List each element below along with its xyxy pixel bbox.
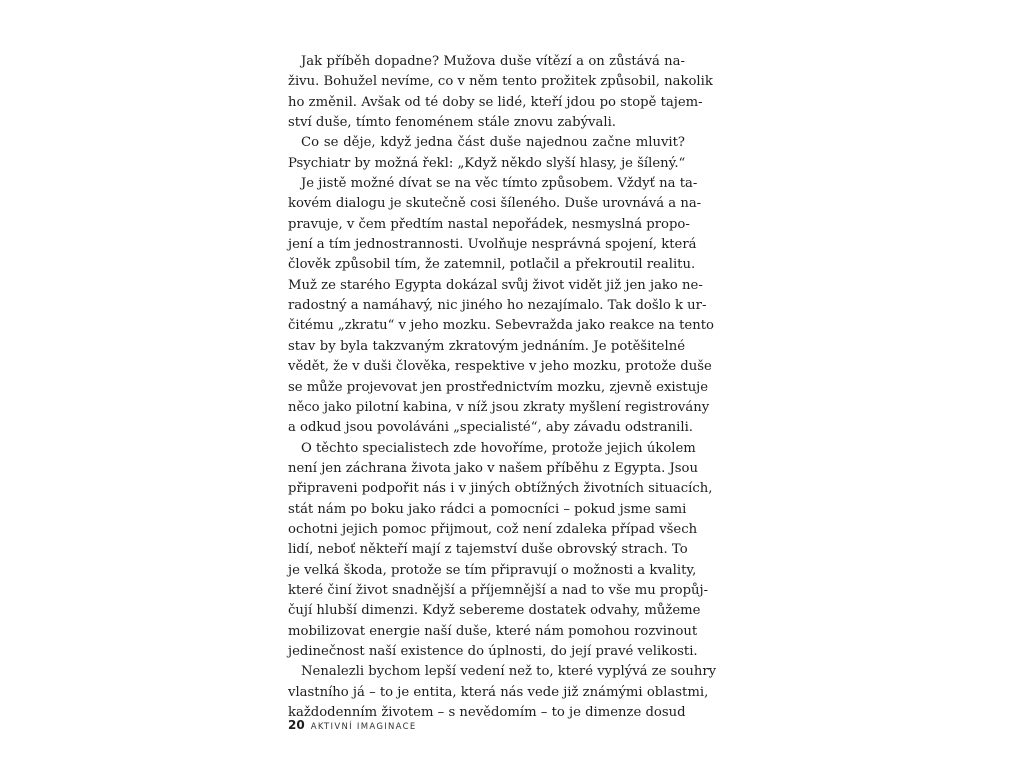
paragraph-line: je velká škoda, protože se tím připravují o možnosti a kvality, [288, 562, 697, 578]
page-number: 20 [288, 718, 305, 732]
paragraph-line: a odkud jsou povoláváni „specialisté“, aby závadu odstranili. [288, 420, 693, 436]
paragraph-line: čují hlubší dimenzi. Když sebereme dostatek odvahy, můžeme [288, 603, 701, 619]
paragraph-line: lidí, neboť někteří mají z tajemství duše obrovský strach. To [288, 542, 688, 558]
paragraph-line: člověk způsobil tím, že zatemnil, potlačil a překroutil realitu. [288, 257, 696, 273]
body-text [288, 52, 717, 723]
paragraph-line: pravuje, v čem předtím nastal nepořádek, nesmyslná propo- [288, 216, 690, 232]
paragraph-line: Psychiatr by možná řekl: „Když někdo slyší hlasy, je šílený.“ [288, 155, 686, 171]
paragraph-line: radostný a namáhavý, nic jiného ho nezajímalo. Tak došlo k ur- [288, 298, 707, 314]
paragraph-line: Je jistě možné dívat se na věc tímto způsobem. Vždyť na ta- [301, 176, 698, 192]
paragraph-line: jedinečnost naší existence do úplnosti, do její pravé velikosti. [288, 643, 698, 659]
paragraph-line: stát nám po boku jako rádci a pomocníci – pokud jsme sami [288, 501, 687, 517]
paragraph-line: O těchto specialistech zde hovoříme, protože jejich úkolem [301, 440, 696, 456]
paragraph-line: Muž ze starého Egypta dokázal svůj život vidět již jen jako ne- [288, 277, 703, 293]
paragraph-line: jení a tím jednostrannosti. Uvolňuje nesprávná spojení, která [288, 237, 697, 253]
paragraph-line: každodenním životem – s nevědomím – to je dimenze dosud [288, 705, 686, 720]
paragraph-line: Nenalezli bychom lepší vedení než to, které vyplývá ze souhry [301, 664, 717, 680]
paragraph-line: živu. Bohužel nevíme, co v něm tento prožitek způsobil, nakolik [288, 74, 713, 90]
paragraph-line: které činí život snadnější a příjemnější a nad to vše mu propůj- [288, 582, 709, 598]
paragraph-line: Co se děje, když jedna část duše najednou začne mluvit? [301, 135, 685, 151]
paragraph-line: něco jako pilotní kabina, v níž jsou zkraty myšlení registrovány [288, 399, 710, 415]
paragraph-line: vlastního já – to je entita, která nás vede již známými oblastmi, [288, 684, 709, 700]
paragraph-line: ho změnil. Avšak od té doby se lidé, kteří jdou po stopě tajem- [288, 94, 703, 110]
paragraph-line: ství duše, tímto fenoménem stále znovu zabývali. [288, 115, 616, 131]
paragraph-line: vědět, že v duši člověka, respektive v jeho mozku, protože duše [288, 359, 712, 375]
paragraph-line: Jak příběh dopadne? Mužova duše vítězí a on zůstává na- [301, 54, 685, 69]
running-title: AKTIVNÍ IMAGINACE [310, 722, 417, 732]
paragraph-line: není jen záchrana života jako v našem příběhu z Egypta. Jsou [288, 460, 698, 476]
paragraph-line: ochotni jejich pomoc přijmout, což není zdaleka případ všech [288, 521, 698, 537]
paragraph-line: mobilizovat energie naší duše, které nám pomohou rozvinout [288, 623, 698, 639]
paragraph-line: připraveni podpořit nás i v jiných obtížných životních situacích, [288, 481, 713, 497]
paragraph-line: kovém dialogu je skutečně cosi šíleného. Duše urovnává a na- [288, 196, 702, 212]
paragraph-line: se může projevovat jen prostřednictvím mozku, zjevně existuje [288, 379, 709, 395]
page-footer [288, 718, 417, 734]
paragraph-line: čitému „zkratu“ v jeho mozku. Sebevražda jako reakce na tento [288, 318, 714, 334]
paragraph-line: stav by byla takzvaným zkratovým jednáním. Je potěšitelné [288, 338, 685, 354]
